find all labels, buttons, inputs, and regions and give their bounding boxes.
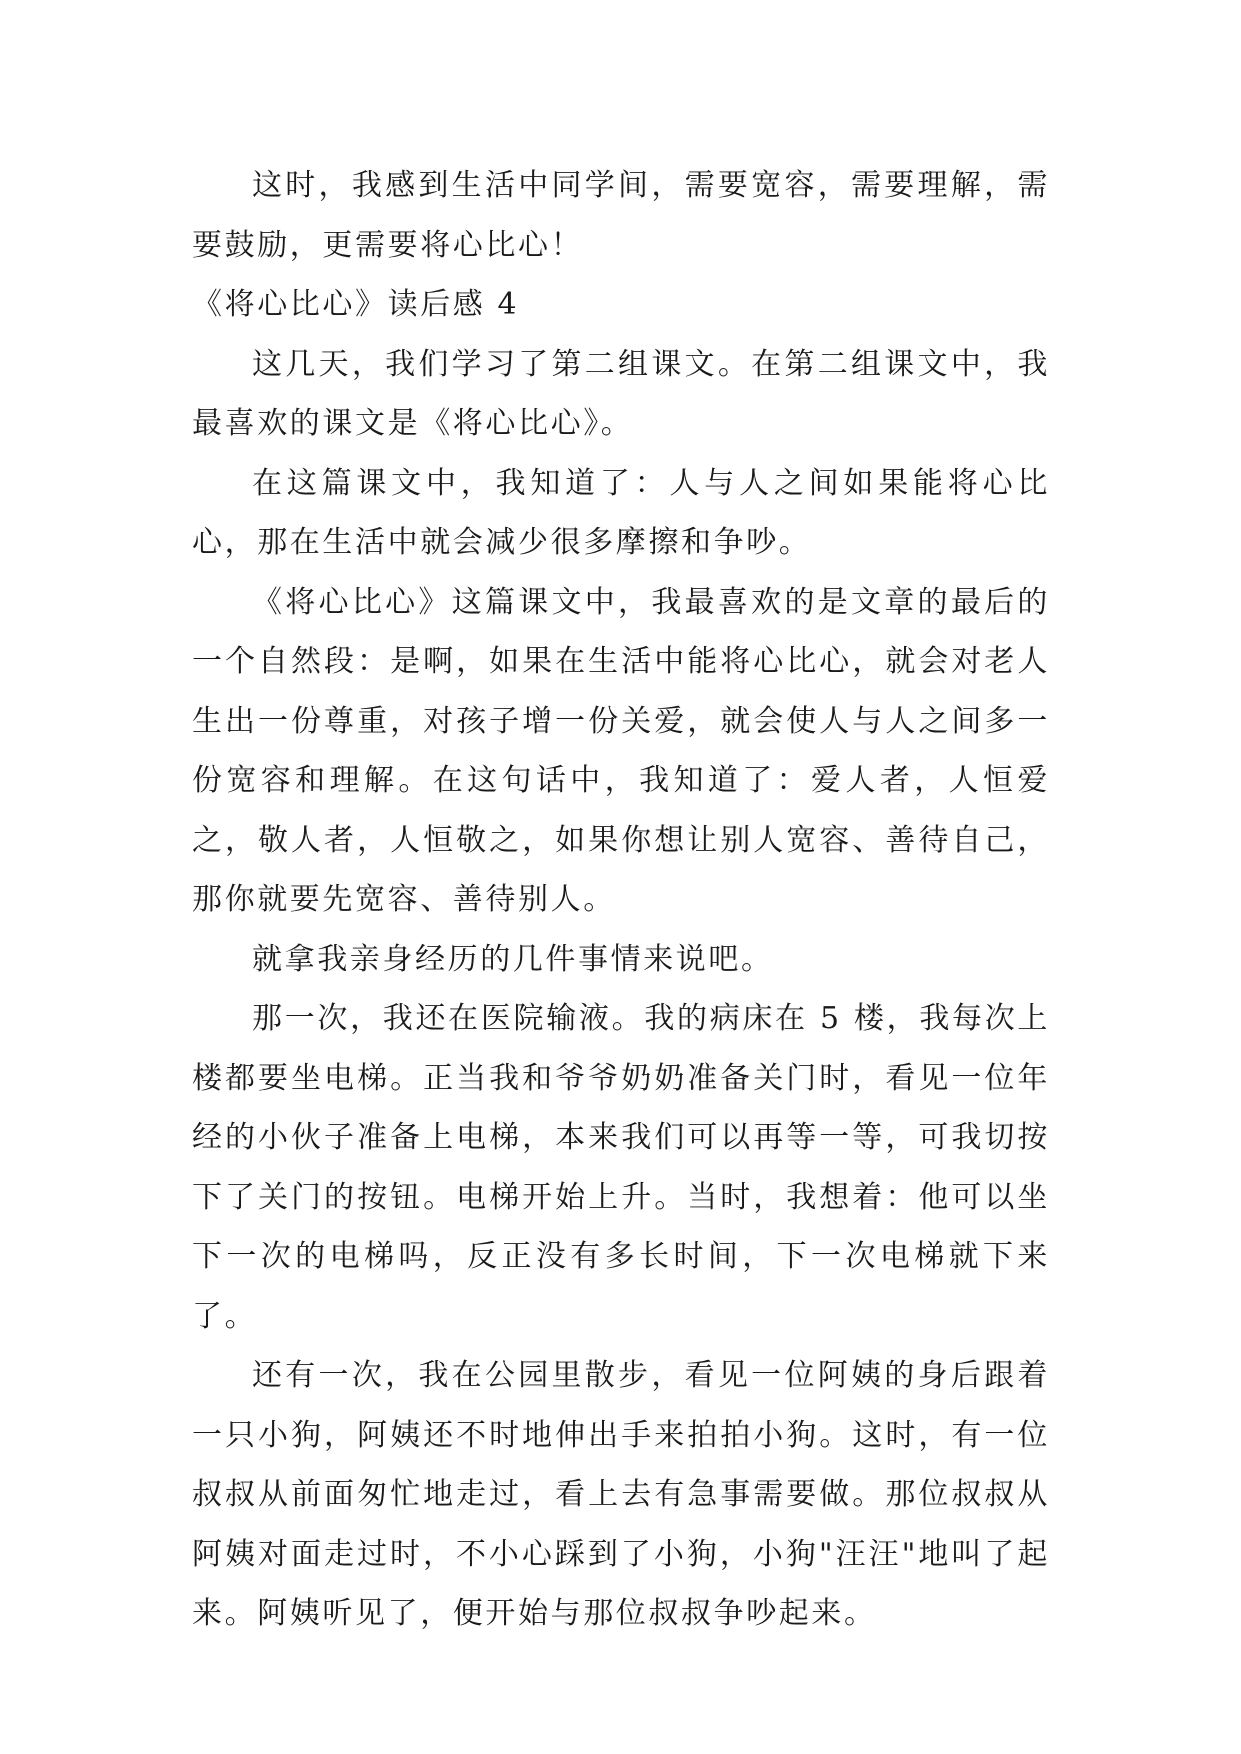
paragraph-4: 《将心比心》这篇课文中，我最喜欢的是文章的最后的一个自然段：是啊，如果在生活中能将心比心，就会对老人生出一份尊重，对孩子增一份关爱，就会使人与人之间多一份宽容和理解。在这句话中，我知道了：爱人者，人恒爱之，敬人者，人恒敬之，如果你想让别人宽容、善待自己，那你就要先宽容、善待别人。 xyxy=(192,584,1050,917)
section-heading: 《将心比心》读后感 4 xyxy=(192,287,520,322)
document-body xyxy=(192,156,1050,1644)
paragraph-3: 在这篇课文中，我知道了：人与人之间如果能将心比心，那在生活中就会减少很多摩擦和争吵。 xyxy=(192,465,1050,560)
paragraph-5: 就拿我亲身经历的几件事情来说吧。 xyxy=(252,941,774,977)
paragraph-1: 这时，我感到生活中同学间，需要宽容，需要理解，需要鼓励，更需要将心比心！ xyxy=(192,168,1050,263)
paragraph-6: 那一次，我还在医院输液。我的病床在 5 楼，我每次上楼都要坐电梯。正当我和爷爷奶奶准备关门时，看见一位年经的小伙子准备上电梯，本来我们可以再等一等，可我切按下了关门的按钮。电梯开始上升。当时，我想着：他可以坐下一次的电梯吗，反正没有多长时间，下一次电梯就下来了。 xyxy=(192,1001,1050,1334)
paragraph-2: 这几天，我们学习了第二组课文。在第二组课文中，我最喜欢的课文是《将心比心》。 xyxy=(192,346,1050,441)
paragraph-7: 还有一次，我在公园里散步，看见一位阿姨的身后跟着一只小狗，阿姨还不时地伸出手来拍拍小狗。这时，有一位叔叔从前面匆忙地走过，看上去有急事需要做。那位叔叔从阿姨对面走过时，不小心踩到了小狗，小狗"汪汪"地叫了起来。阿姨听见了，便开始与那位叔叔争吵起来。 xyxy=(192,1358,1050,1631)
